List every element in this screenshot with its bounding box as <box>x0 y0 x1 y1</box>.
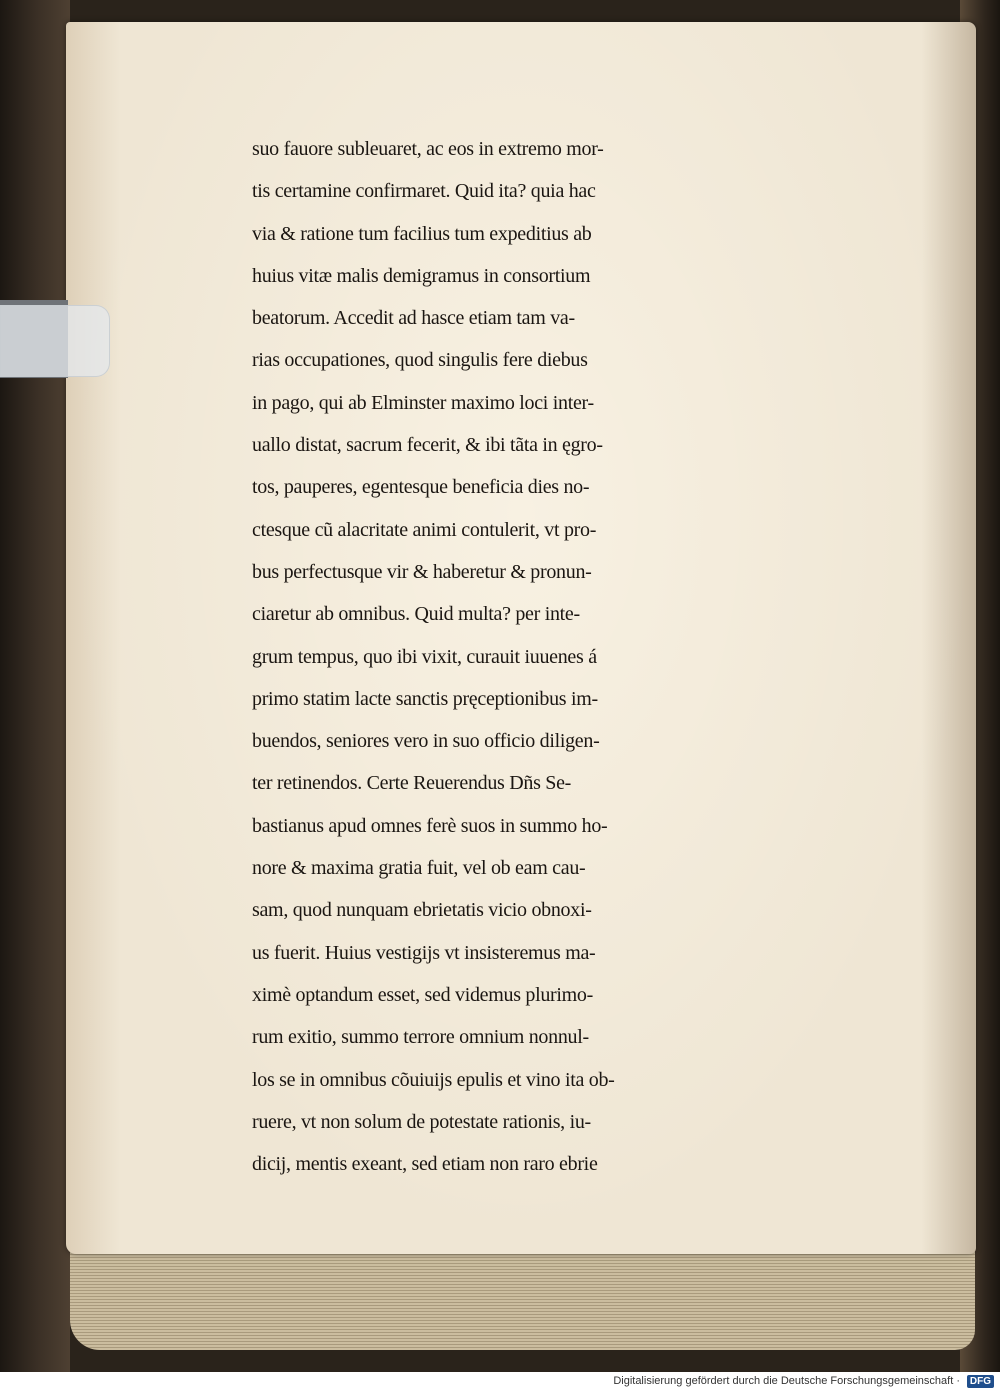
book-cover-left <box>0 0 70 1372</box>
text-line: bastianus apud omnes ferè suos in summo ho- <box>252 814 608 837</box>
text-line: us fuerit. Huius vestigijs vt insisteremus ma- <box>252 941 596 964</box>
text-line: in pago, qui ab Elminster maximo loci inter- <box>252 391 594 414</box>
text-line: via & ratione tum facilius tum expeditius ab <box>252 222 592 245</box>
text-line: los se in omnibus cõuiuijs epulis et vino ita ob- <box>252 1068 615 1091</box>
text-line: beatorum. Accedit ad hasce etiam tam va- <box>252 307 575 330</box>
footer-credit: Digitalisierung gefördert durch die Deutsche Forschungsgemeinschaft · <box>613 1375 960 1387</box>
text-line: bus perfectusque vir & haberetur & pronun- <box>252 560 592 583</box>
text-line: grum tempus, quo ibi vixit, curauit iuuenes á <box>252 645 597 668</box>
text-line: buendos, seniores vero in suo officio diligen- <box>252 730 600 753</box>
page-edges <box>70 1240 975 1350</box>
text-line: ruere, vt non solum de potestate rationis, iu- <box>252 1110 591 1133</box>
text-line: nore & maxima gratia fuit, vel ob eam cau- <box>252 857 586 880</box>
book-page <box>66 22 976 1254</box>
bookmark-tab <box>0 305 110 377</box>
text-line: tis certamine confirmaret. Quid ita? quia hac <box>252 180 596 203</box>
text-line: ximè optandum esset, sed videmus plurimo- <box>252 983 593 1006</box>
text-line: tos, pauperes, egentesque beneficia dies no- <box>252 476 590 499</box>
text-line: sam, quod nunquam ebrietatis vicio obnoxi- <box>252 899 592 922</box>
page-text <box>252 128 952 1185</box>
text-line: suo fauore subleuaret, ac eos in extremo mor- <box>252 138 604 160</box>
dfg-logo: DFG <box>967 1375 994 1388</box>
text-line: rias occupationes, quod singulis fere diebus <box>252 349 588 372</box>
text-line: uallo distat, sacrum fecerit, & ibi tãta in ęgro- <box>252 434 603 457</box>
text-line: rum exitio, summo terrore omnium nonnul- <box>252 1026 589 1049</box>
text-line: ciaretur ab omnibus. Quid multa? per inte- <box>252 603 580 626</box>
footer <box>0 1372 1000 1391</box>
text-line: huius vitæ malis demigramus in consortium <box>252 264 591 287</box>
text-line: primo statim lacte sanctis pręceptionibus im- <box>252 687 598 710</box>
text-line: ctesque cũ alacritate animi contulerit, vt pro- <box>252 518 597 541</box>
text-line: dicij, mentis exeant, sed etiam non raro ebrie <box>252 1153 598 1176</box>
text-line: ter retinendos. Certe Reuerendus Dñs Se- <box>252 772 572 795</box>
